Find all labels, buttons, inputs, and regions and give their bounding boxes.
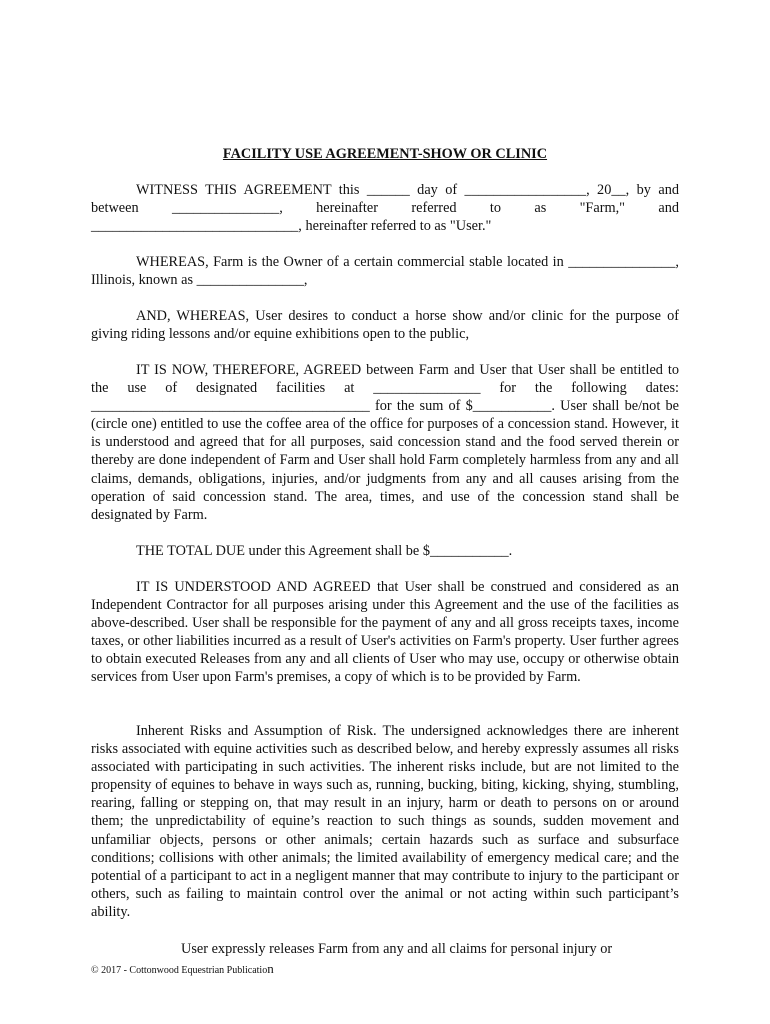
footer-text: © 2017 - Cottonwood Equestrian Publicatio	[91, 965, 268, 976]
witness-paragraph: WITNESS THIS AGREEMENT this ______ day of _________________, 20__, by and between _______________, hereinafter referred to as "Farm," and _____________________________, hereinafter referred to as "User."	[91, 182, 679, 235]
copyright-footer	[91, 963, 274, 977]
independent-contractor-paragraph: IT IS UNDERSTOOD AND AGREED that User shall be construed and considered as an Independent Contractor for all purposes arising under this Agreement and the use of the facilities as above-described. User shall be responsible for the payment of any and all gross receipts taxes, income taxes, or other liabilities incurred as a result of User's activities on Farm's property. User further agrees to obtain executed Releases from any and all clients of User who may use, occupy or otherwise obtain services from User upon Farm's premises, a copy of which is to be provided by Farm.	[91, 579, 679, 686]
total-due-paragraph: THE TOTAL DUE under this Agreement shall be $___________.	[136, 543, 513, 559]
footer-last-char: n	[267, 961, 274, 976]
agreed-paragraph: IT IS NOW, THEREFORE, AGREED between Farm and User that User shall be entitled to the use of designated facilities at _______________ for the following dates: _______________________________________ for the sum of $___________. User shall be/not be (circle one) entitled to use the coffee area of the office for purposes of a concession stand. However, it is understood and agreed that for all purposes, said concession stand and the food served therein or thereby are done independent of Farm and User shall hold Farm completely harmless from any and all claims, demands, obligations, injuries, and/or judgments from any and all causes arising from the operation of said concession stand. The area, times, and use of the concession stand shall be designated by Farm.	[91, 362, 679, 523]
release-paragraph: User expressly releases Farm from any and all claims for personal injury or	[181, 941, 613, 957]
whereas-user-paragraph: AND, WHEREAS, User desires to conduct a horse show and/or clinic for the purpose of giving riding lessons and/or equine exhibitions open to the public,	[91, 308, 679, 343]
whereas-owner-paragraph: WHEREAS, Farm is the Owner of a certain commercial stable located in _______________, Illinois, known as _______________,	[91, 254, 679, 289]
inherent-risks-paragraph: Inherent Risks and Assumption of Risk. The undersigned acknowledges there are inherent risks associated with equine activities such as described below, and hereby expressly assumes all risks associated with participating in such activities. The inherent risks include, but are not limited to the propensity of equines to behave in ways such as, running, bucking, biting, kicking, shying, stumbling, rearing, falling or stepping on, that may result in an injury, harm or death to persons on or around them; the unpredictability of equine’s reaction to such things as sounds, sudden movement and unfamiliar objects, persons or other animals; certain hazards such as surface and subsurface conditions; collisions with other animals; the limited availability of emergency medical care; and the potential of a participant to act in a negligent manner that may contribute to injury to the participant or others, such as failing to maintain control over the animal or not acting within such participant’s ability.	[91, 723, 679, 920]
document-title: FACILITY USE AGREEMENT-SHOW OR CLINIC	[222, 146, 548, 162]
